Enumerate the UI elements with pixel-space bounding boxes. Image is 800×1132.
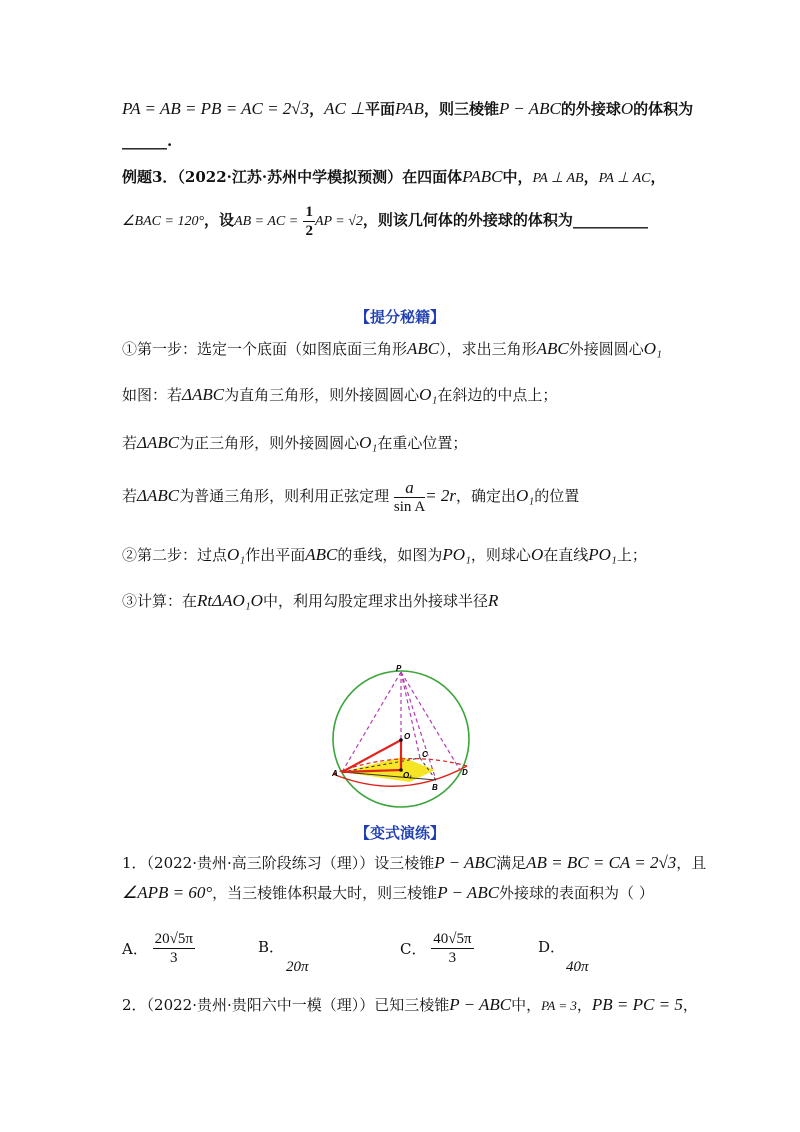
- practice-q2-line1: 2．（2022·贵州·贵阳六中一模（理））已知三棱锥P − ABC中，PA = 3，PB = PC = 5，: [122, 995, 698, 1014]
- example3-label: 例题3．（2022·江苏·苏州中学模拟预测）在四面体: [122, 168, 463, 186]
- prev-problem-line: PA = AB = PB = AC = 2√3，AC ⊥平面PAB，则三棱锥P − ABC的外接球O的体积为: [122, 99, 694, 118]
- tips-general: 若ΔABC为普通三角形，则利用正弦定理 $\frac{a}{\text{sin A}}$ = 2r，确定出O₁的位置: [122, 477, 580, 515]
- label-C: C: [422, 750, 428, 759]
- practice-heading: 【变式演练】: [354, 824, 445, 842]
- edge-PD: [401, 672, 460, 770]
- sine-law-fraction: $\frac{a}{\text{sin A}}$: [393, 477, 426, 515]
- tips-heading: 【提分秘籍】: [354, 308, 445, 326]
- option-A[interactable]: A． $\frac{20√5\pi}{3}$: [122, 931, 193, 966]
- sphere-tetrahedron-figure: [330, 662, 480, 812]
- fraction-half: $\frac{1}{2}$: [305, 203, 313, 239]
- edge-PC: [401, 672, 420, 758]
- label-B: B: [432, 783, 438, 792]
- label-D: D: [462, 768, 468, 777]
- tips-step3: ③计算：在RtΔAO₁O中，利用勾股定理求出外接球半径R: [122, 591, 499, 610]
- option-D[interactable]: D． 40π: [538, 938, 589, 975]
- label-P: P: [396, 664, 402, 673]
- option-B[interactable]: B． 20π: [258, 938, 309, 975]
- example3-line1: 例题3．（2022·江苏·苏州中学模拟预测）在四面体PABC中，PA ⊥ AB，PA ⊥ AC，: [122, 167, 666, 186]
- example3-line2: ∠BAC = 120°，设AB = AC = $\frac{1}{2}$ AP = √2，则该几何体的外接球的体积为__________: [122, 203, 648, 239]
- tips-step2: ②第二步：过点O₁作出平面ABC的垂线，如图为PO₁，则球心O在直线PO₁上；: [122, 545, 647, 564]
- tips-step1: ①第一步：选定一个底面（如图底面三角形ABC），求出三角形ABC外接圆圆心O₁: [122, 339, 662, 358]
- label-O1: O₁: [403, 771, 413, 780]
- prev-math-start: PA = AB = PB = AC = 2√3: [122, 99, 310, 118]
- tips-equilateral: 若ΔABC为正三角形，则外接圆圆心O₁在重心位置；: [122, 433, 468, 452]
- label-O: O: [404, 732, 411, 741]
- tips-right-triangle: 如图：若ΔABC为直角三角形，则外接圆圆心O₁在斜边的中点上；: [122, 385, 558, 404]
- option-C[interactable]: C． $\frac{40√5\pi}{3}$: [400, 931, 472, 966]
- practice-q1-line2: ∠APB = 60°，当三棱锥体积最大时，则三棱锥P − ABC外接球的表面积为（ ）: [122, 883, 654, 902]
- label-A: A: [332, 769, 338, 778]
- practice-q1-line1: 1．（2022·贵州·高三阶段练习（理））设三棱锥P − ABC满足AB = BC = CA = 2√3，且: [122, 853, 707, 872]
- prev-answer-blank: ______.: [122, 132, 173, 150]
- point-O: [399, 738, 403, 742]
